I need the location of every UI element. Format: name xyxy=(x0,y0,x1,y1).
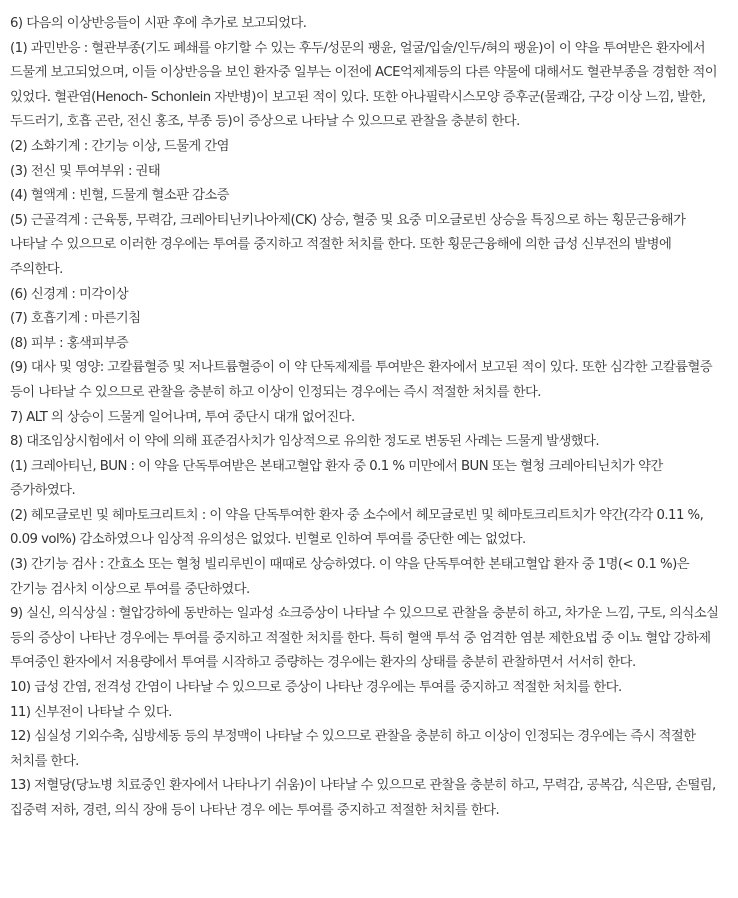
paragraph-6-heading: 6) 다음의 이상반응들이 시판 후에 추가로 보고되었다. xyxy=(10,16,307,31)
paragraph-nervous: (6) 신경계 : 미각이상 xyxy=(10,286,129,302)
paragraph-metabolism: (9) 대사 및 영양: 고칼륨혈증 및 저나트륨혈증이 이 약 단독제제를 투여받은 환자에서 보고된 적이 있다. 또한 심각한 고칼륨혈증 등이 나타날 수 있으므로 관찰을 충분히 하고 이상이 인정되는 경우에는 즉시 적절한 처치를 한다. xyxy=(10,360,713,400)
paragraph-blood: (4) 혈액계 : 빈혈, 드물게 혈소판 감소증 xyxy=(10,188,229,204)
paragraph-musculoskeletal: (5) 근골격계 : 근육통, 무력감, 크레아티닌키나아제(CK) 상승, 혈중 및 요중 미오글로빈 상승을 특징으로 하는 횡문근융해가 나타날 수 있으므로 이러한 경우에는 투여를 중지하고 적절한 처치를 한다. 또한 횡문근융해에 의한 급성 신부전의 발병에 주의한다. xyxy=(10,212,686,277)
paragraph-13-hypoglycemia: 13) 저혈당(당뇨병 치료중인 환자에서 나타나기 쉬움)이 나타날 수 있으므로 관찰을 충분히 하고, 무력감, 공복감, 식은땀, 손떨림, 집중력 저하, 경련, 의식 장애 등이 나타난 경우 에는 투여를 중지하고 적절한 처치를 한다. xyxy=(10,778,716,818)
paragraph-12-arrhythmia: 12) 심실성 기외수축, 심방세동 등의 부정맥이 나타날 수 있으므로 관찰을 충분히 하고 이상이 인정되는 경우에는 즉시 적절한 처치를 한다. xyxy=(10,729,696,769)
paragraph-hypersensitivity: (1) 과민반응 : 혈관부종(기도 폐쇄를 야기할 수 있는 후두/성문의 팽윤, 얼굴/입술/인두/혀의 팽윤)이 이 약을 투여받은 환자에서 드물게 보고되었으며, 이들 이상반응을 보인 환자중 일부는 이전에 ACE억제제등의 다른 약물에 대해서도 혈관부종을 경험한 적이 있었다. 혈관염(Henoch- Schonlein 자반병)이 보고된 적이 있다. 또한 아나필락시스모양 증후군(물쾌감, 구강 이상 느낌, 발한, 두드러기, 호흡 곤란, 전신 홍조, 부종 등)이 증상으로 나타날 수 있으므로 관찰을 충분히 한다. xyxy=(10,40,718,130)
paragraph-skin: (8) 피부 : 홍색피부증 xyxy=(10,335,129,351)
paragraph-creatinine-bun: (1) 크레아티닌, BUN : 이 약을 단독투여받은 본태고혈압 환자 중 0.1 % 미만에서 BUN 또는 혈청 크레아티닌치가 약간 증가하였다. xyxy=(10,458,663,499)
paragraph-digestive: (2) 소화기계 : 간기능 이상, 드물게 간염 xyxy=(10,138,229,154)
paragraph-liver-test: (3) 간기능 검사 : 간효소 또는 혈청 빌리루빈이 때때로 상승하였다. 이 약을 단독투여한 본태고혈압 환자 중 1명(< 0.1 %)은 간기능 검사치 이상으로 투여를 중단하였다. xyxy=(10,557,690,597)
paragraph-hemoglobin: (2) 헤모글로빈 및 헤마토크리트치 : 이 약을 단독투여한 환자 중 소수에서 헤모글로빈 및 헤마토크리트치가 약간(각각 0.11 %, 0.09 vol%) 감소하였으나 임상적 유의성은 없었다. 빈혈로 인하여 투여를 중단한 예는 없었다. xyxy=(10,507,704,548)
paragraph-10-hepatitis: 10) 급성 간염, 전격성 간염이 나타날 수 있으므로 증상이 나타난 경우에는 투여를 중지하고 적절한 처치를 한다. xyxy=(10,680,622,696)
paragraph-7-alt: 7) ALT 의 상승이 드물게 일어나며, 투여 중단시 대개 없어진다. xyxy=(10,409,355,425)
paragraph-9-syncope: 9) 실신, 의식상실 : 혈압강하에 동반하는 일과성 쇼크증상이 나타날 수 있으므로 관찰을 충분히 하고, 차가운 느낌, 구토, 의식소실 등의 증상이 나타난 경우에는 투여를 중지하고 적절한 처치를 한다. 특히 혈액 투석 중 엄격한 염분 제한요법 중 이뇨 혈압 강하제 투여중인 환자에서 저용량에서 투여를 시작하고 증량하는 경우에는 환자의 상태를 충분히 관찰하면서 서서히 한다. xyxy=(10,606,719,671)
paragraph-general: (3) 전신 및 투여부위 : 권태 xyxy=(10,163,161,179)
paragraph-11-renal: 11) 신부전이 나타날 수 있다. xyxy=(10,704,172,720)
paragraph-8-heading: 8) 대조임상시험에서 이 약에 의해 표준검사치가 임상적으로 유의한 정도로 변동된 사례는 드물게 발생했다. xyxy=(10,434,600,450)
paragraph-respiratory: (7) 호흡기계 : 마른기침 xyxy=(10,311,141,327)
